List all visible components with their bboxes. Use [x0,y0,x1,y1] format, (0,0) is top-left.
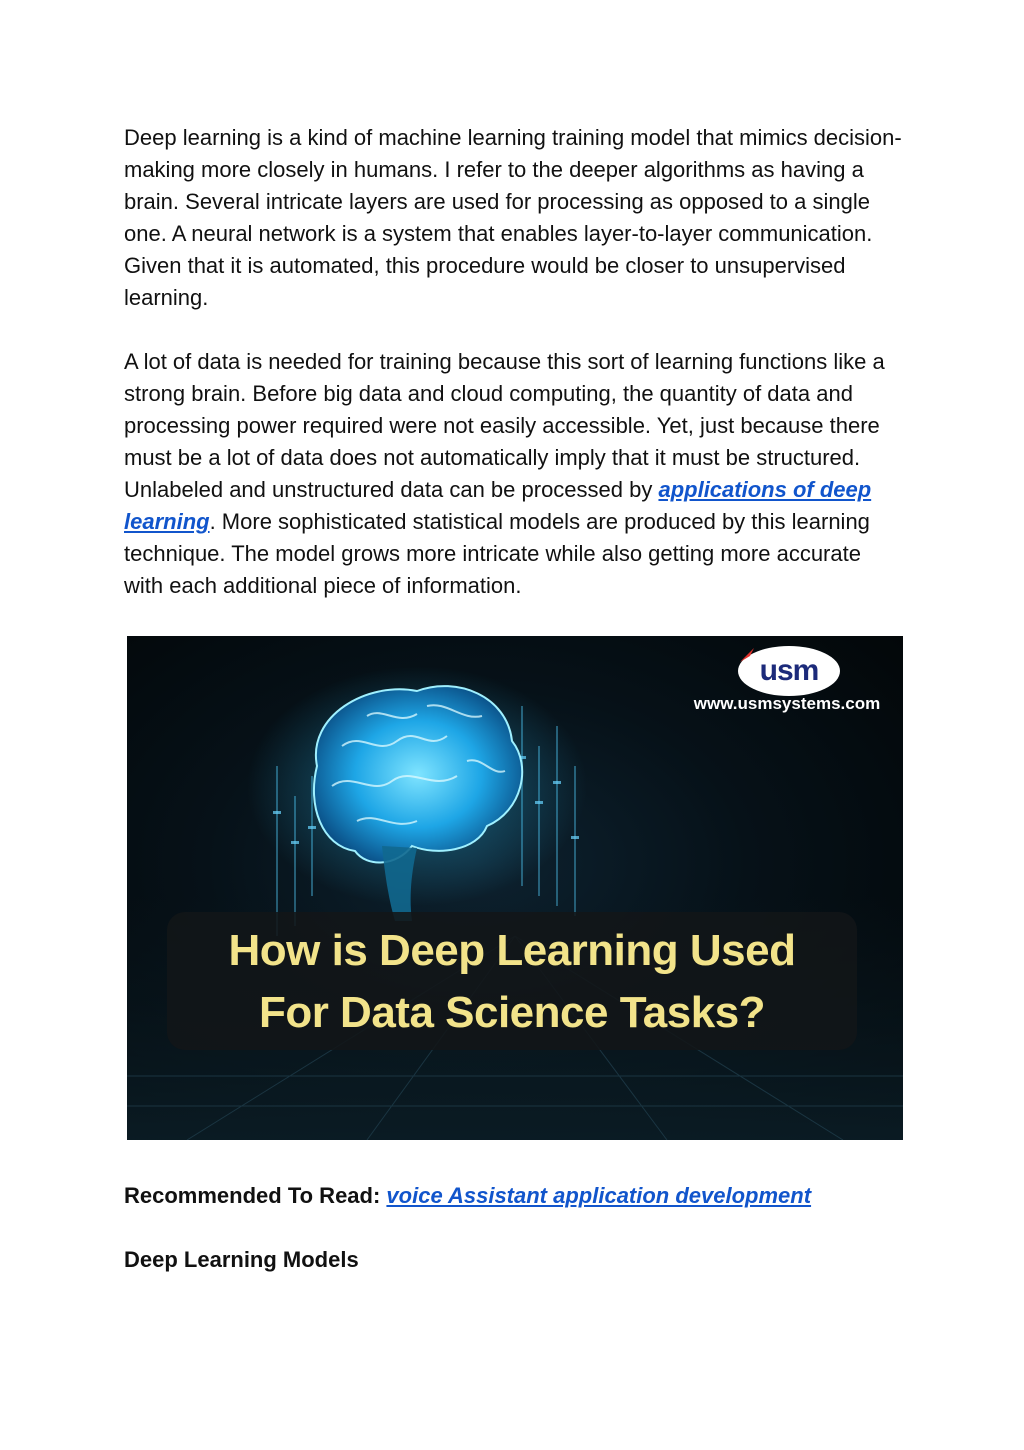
voice-assistant-link[interactable]: voice Assistant application development [386,1183,812,1208]
usm-logo [738,646,840,696]
paragraph-data-text-after: . More sophisticated statistical models are produced by this learning technique. The model grows more intricate while also getting more accurate with each additional piece of information. [124,509,870,598]
image-headline-line-2: For Data Science Tasks? [258,988,766,1037]
recommended-label: Recommended To Read: [124,1183,387,1208]
image-headline-line-1: How is Deep Learning Used [228,926,796,975]
document-body [124,122,904,602]
paragraph-gap [124,314,904,346]
recommended-read [124,1180,811,1212]
deep-learning-applications-link[interactable]: applications of deep learning [124,477,872,534]
image-headline [167,920,857,1044]
hero-image [127,636,903,1140]
arrow-icon [738,646,756,664]
site-url: www.usmsystems.com [693,694,881,713]
section-heading: Deep Learning Models [124,1247,359,1272]
paragraph-data [124,346,904,602]
paragraph-data-text-before: A lot of data is needed for training because this sort of learning functions like a strong brain. Before big data and cloud computing, the quantity of data and processing power required were not easily accessible. Yet, just because there must be a lot of data does not automatically imply that it must be structured. Unlabeled and unstructured data can be processed by [124,349,885,502]
usm-logo-text: usm [759,654,819,687]
paragraph-intro: Deep learning is a kind of machine learning training model that mimics decision-making more closely in humans. I refer to the deeper algorithms as having a brain. Several intricate layers are used for processing as opposed to a single one. A neural network is a system that enables layer-to-layer communication. Given that it is automated, this procedure would be closer to unsupervised learning. [124,125,902,310]
